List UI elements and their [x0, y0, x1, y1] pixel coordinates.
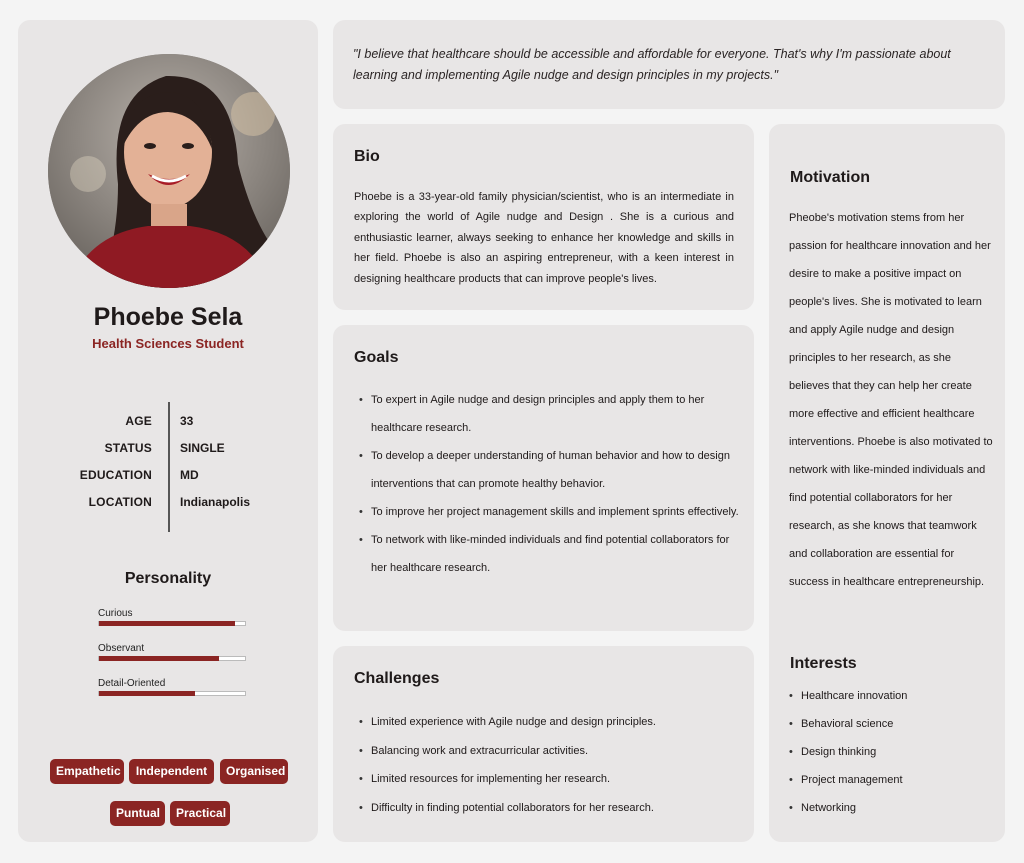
- motivation-title: Motivation: [790, 169, 870, 186]
- fact-label: AGE: [125, 414, 152, 428]
- trait-label: Curious: [98, 608, 133, 619]
- trait-bar-fill: [99, 621, 235, 626]
- list-item: • Healthcare innovation: [787, 682, 992, 710]
- tag-organised: Organised: [220, 759, 288, 784]
- fact-value: 33: [180, 414, 194, 428]
- fact-value: SINGLE: [180, 441, 225, 455]
- goals-list: [355, 386, 745, 582]
- list-item: • Networking: [787, 794, 992, 822]
- persona-quote: "I believe that healthcare should be accessible and affordable for everyone. That's why I'm passionate about learning and implementing Agile nudge and design principles in my projects.": [353, 47, 951, 82]
- personality-title: Personality: [124, 570, 212, 587]
- quote-card: [333, 20, 1005, 109]
- profile-card: [18, 20, 318, 842]
- list-item: • Balancing work and extracurricular activities.: [355, 737, 745, 766]
- fact-label: LOCATION: [88, 495, 152, 509]
- challenges-list: [355, 708, 745, 823]
- trait-bar: [98, 621, 246, 626]
- fact-label: STATUS: [104, 441, 152, 455]
- goals-card: [333, 325, 754, 631]
- fact-location: [18, 495, 318, 511]
- trait-curious: [98, 608, 248, 626]
- list-item: • To develop a deeper understanding of human behavior and how to design interventions that can promote healthy behavior.: [355, 442, 745, 498]
- list-item: • To network with like-minded individuals and find potential collaborators for her healthcare research.: [355, 526, 745, 582]
- list-item: • To improve her project management skills and implement sprints effectively.: [355, 498, 745, 526]
- list-item: • Design thinking: [787, 738, 992, 766]
- trait-detail-oriented: [98, 678, 248, 696]
- persona-name: Phoebe Sela: [93, 303, 243, 331]
- fact-value: Indianapolis: [180, 495, 251, 509]
- fact-education: [18, 468, 318, 484]
- list-item: • Difficulty in finding potential collaborators for her research.: [355, 794, 745, 823]
- tag-independent: Independent: [129, 759, 214, 784]
- bio-title: Bio: [354, 148, 380, 165]
- facts-table: [18, 402, 318, 532]
- fact-age: [18, 414, 318, 430]
- avatar: [48, 54, 290, 288]
- goals-title: Goals: [354, 349, 399, 366]
- trait-bar: [98, 691, 246, 696]
- tag-practical: Practical: [170, 801, 230, 826]
- list-item: • Project management: [787, 766, 992, 794]
- bio-text: Phoebe is a 33-year-old family physician/scientist, who is an intermediate in exploring the world of Agile nudge and Design . She is a curious and enthusiastic learner, always seeking to enhance her knowledge and skills in her field. Phoebe is also an aspiring entrepreneur, with a keen interest in designing healthcare products that can improve people's lives.: [354, 191, 734, 285]
- trait-bar-fill: [99, 656, 219, 661]
- list-item: • Limited resources for implementing her research.: [355, 765, 745, 794]
- motivation-text: Pheobe's motivation stems from her passion for healthcare innovation and her desire to make a positive impact on people's lives. She is motivated to learn and apply Agile nudge and design principles to her research, as she believes that they can help her create more effective and efficient healthcare interventions. Phoebe is also motivated to network with like-minded individuals and find potential collaborators for her research, as she knows that teamwork and collaboration are essential for success in healthcare entrepreneurship.: [789, 212, 993, 588]
- interests-list: [787, 682, 992, 822]
- fact-value: MD: [180, 468, 199, 482]
- motivation-card: [769, 124, 1005, 842]
- avatar-photo: [48, 54, 290, 288]
- tag-empathetic: Empathetic: [50, 759, 124, 784]
- trait-bar: [98, 656, 246, 661]
- trait-label: Observant: [98, 643, 145, 654]
- trait-bar-fill: [99, 691, 195, 696]
- list-item: • Behavioral science: [787, 710, 992, 738]
- list-item: • To expert in Agile nudge and design principles and apply them to her healthcare research.: [355, 386, 745, 442]
- persona-role: Health Sciences Student: [92, 336, 244, 351]
- challenges-title: Challenges: [354, 670, 440, 687]
- fact-label: EDUCATION: [79, 468, 152, 482]
- fact-status: [18, 441, 318, 457]
- challenges-card: [333, 646, 754, 842]
- trait-label: Detail-Oriented: [98, 678, 166, 689]
- interests-title: Interests: [790, 655, 857, 672]
- bio-card: [333, 124, 754, 310]
- list-item: • Limited experience with Agile nudge and design principles.: [355, 708, 745, 737]
- trait-observant: [98, 643, 248, 661]
- tag-puntual: Puntual: [110, 801, 165, 826]
